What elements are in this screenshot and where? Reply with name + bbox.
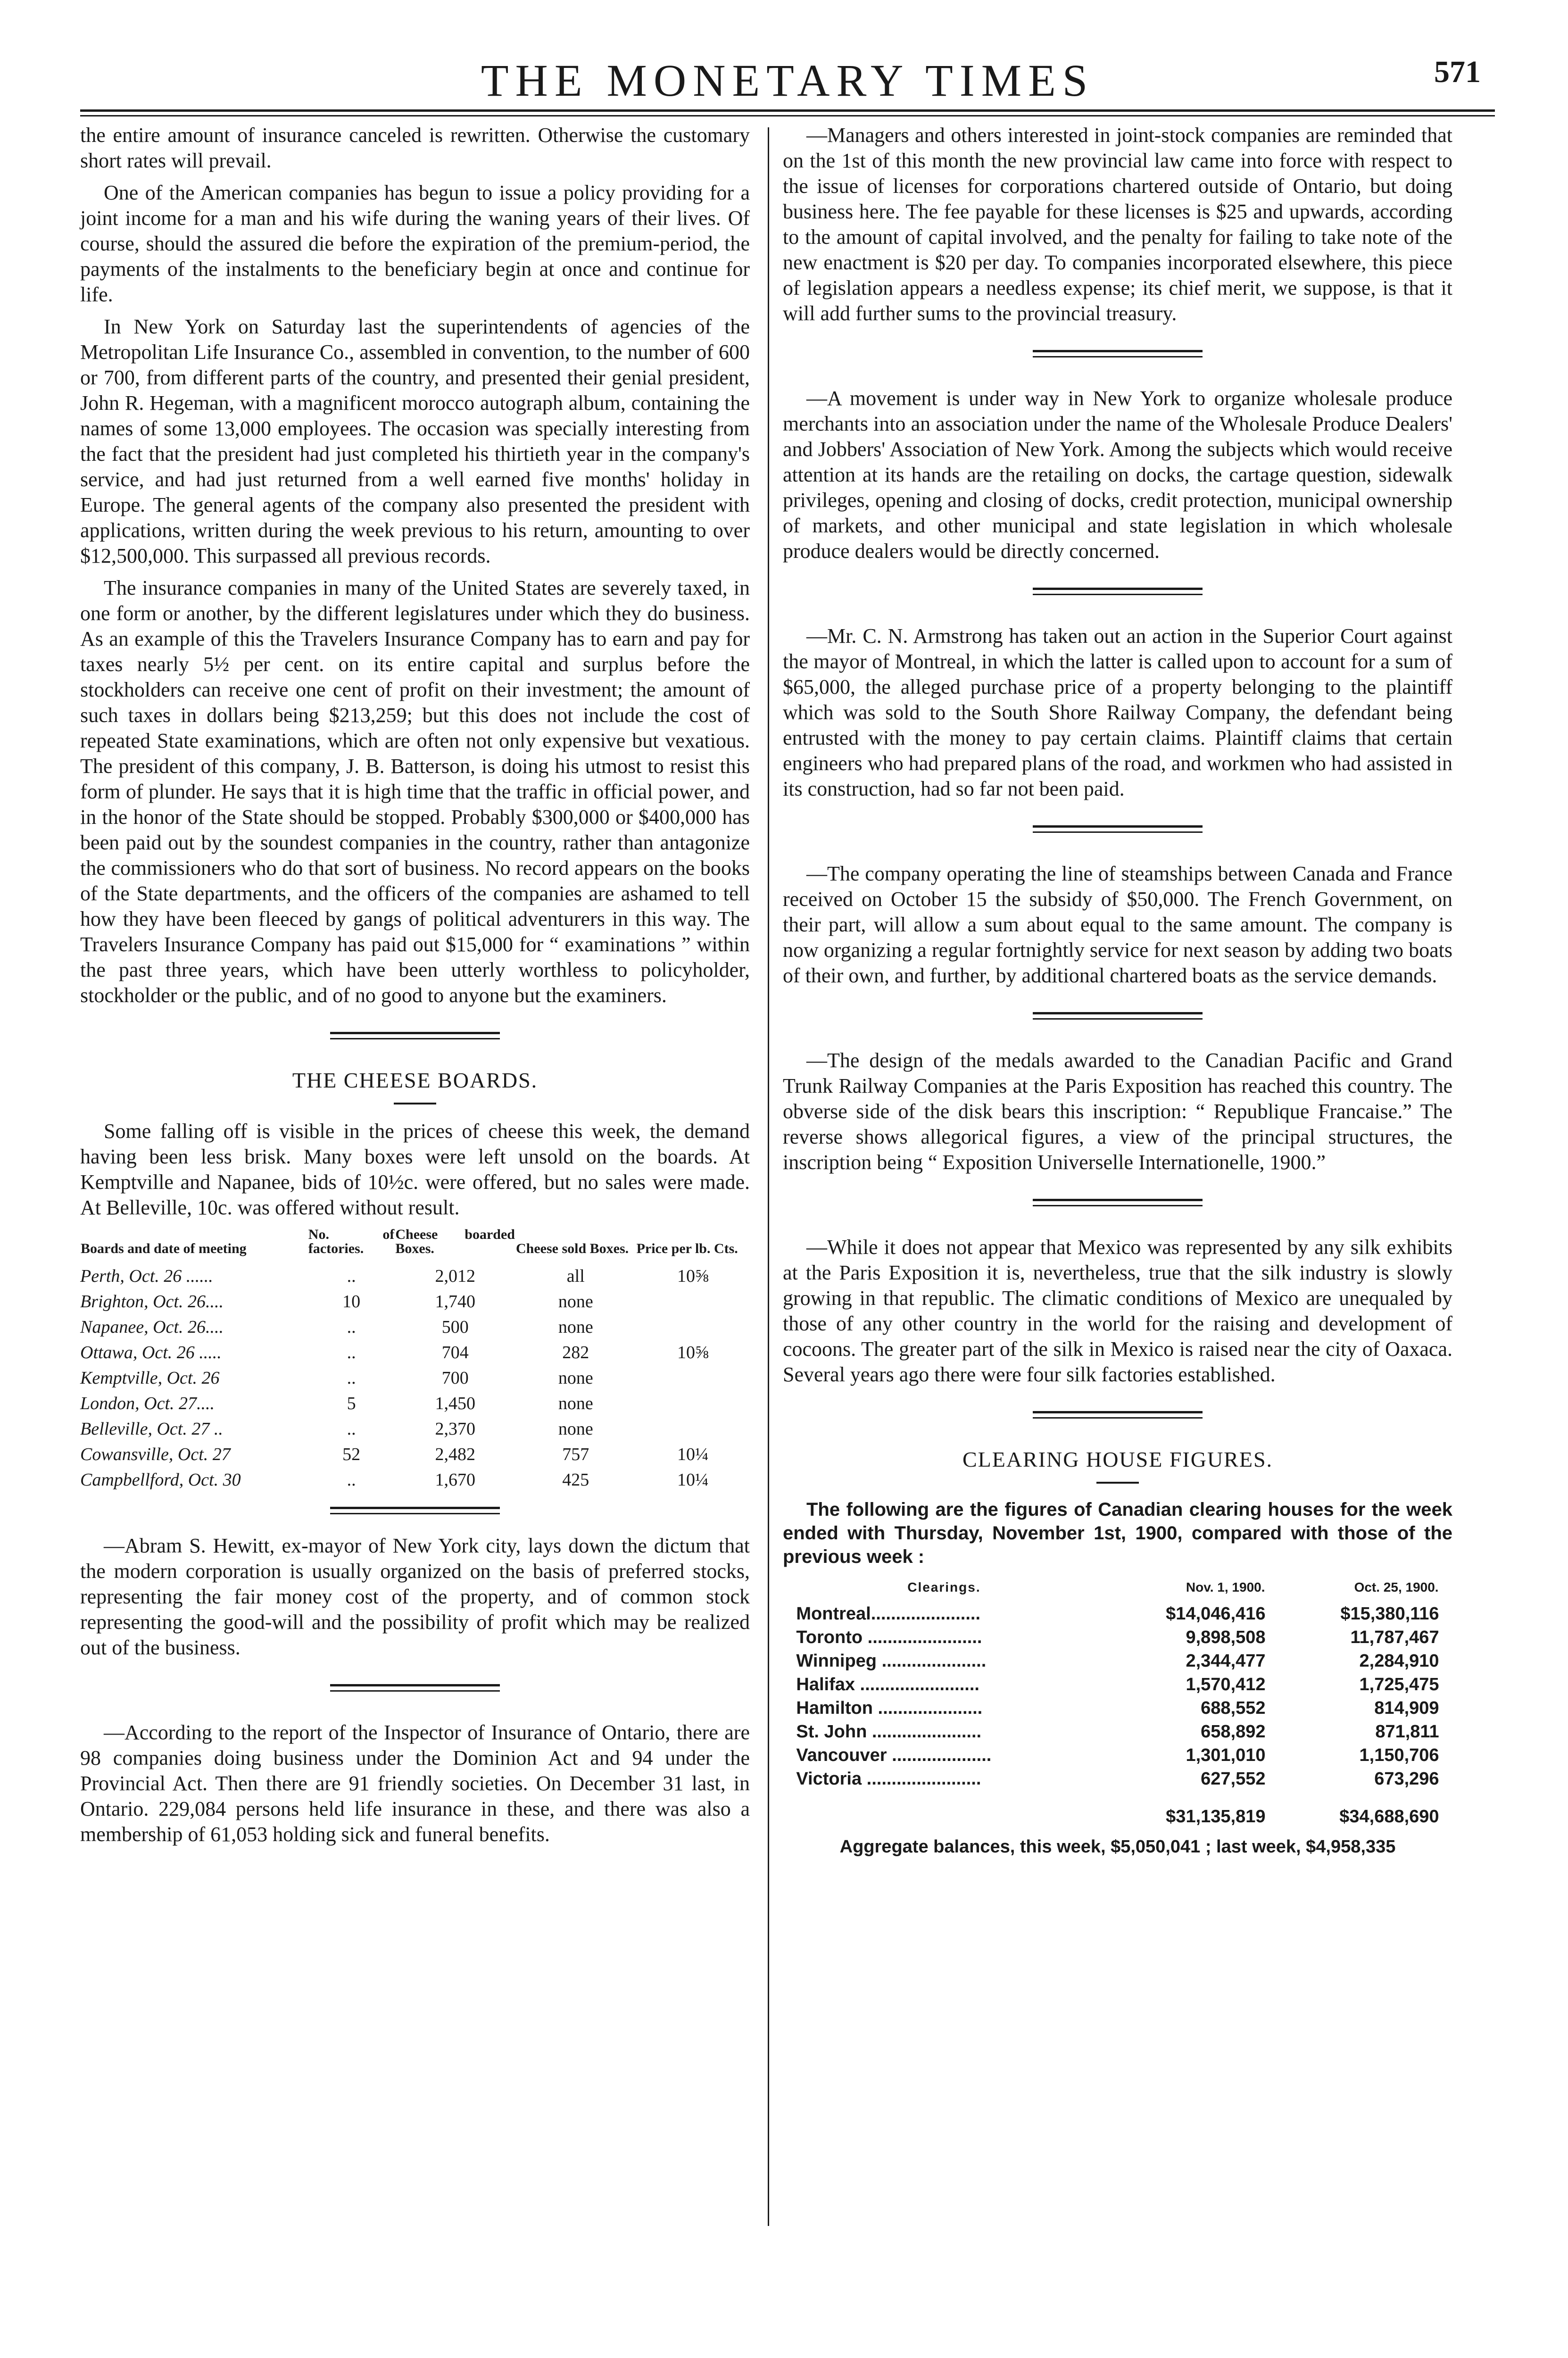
column-header: Nov. 1, 1900. xyxy=(1186,1580,1265,1594)
right-column xyxy=(783,123,1452,1859)
clearing-house-title: CLEARING HOUSE FIGURES. xyxy=(962,1447,1273,1471)
page-number: 571 xyxy=(1434,55,1481,89)
table-cell: .. xyxy=(347,1317,356,1337)
paragraph: One of the American companies has begun to issue a policy providing for a joint income for a man and his wife during the waning years of their lives. Of course, should the assured die before the expiration of the premium-period, the payments of the instalments to the beneficiary begin at once and continue for life. xyxy=(80,181,750,306)
table-cell: 282 xyxy=(562,1343,589,1362)
left-column xyxy=(80,123,750,1854)
news-item: —The company operating the line of steamships between Canada and France received on October 15 the subsidy of $50,000. The French Government, on their part, will allow a sum about equal to the same amount. The company is now organizing a regular fortnightly service for next season by adding two boats of their own, and further, by additional chartered boats as the service demands. xyxy=(783,862,1452,987)
table-cell: 10⅝ xyxy=(677,1343,709,1362)
news-item: —The design of the medals awarded to the Canadian Pacific and Grand Trunk Railway Companies at the Paris Exposition has reached this country. The obverse side of the disk bears this inscription: “ Republique Francaise.” The reverse shows allegorical figures, a view of the principal structures, the inscription being “ Exposition Universelle Internationelle, 1900.” xyxy=(783,1049,1452,1174)
table-row xyxy=(796,1696,1439,1720)
section-separator xyxy=(1033,825,1203,833)
section-separator xyxy=(330,1032,500,1039)
table-cell: 11,787,467 xyxy=(1350,1627,1439,1647)
table-header-row xyxy=(80,1227,750,1263)
paragraph: the entire amount of insurance canceled is rewritten. Otherwise the customary short rates will prevail. xyxy=(80,124,750,172)
table-cell: 10¼ xyxy=(677,1470,709,1490)
table-cell: Campbellford, Oct. 30 xyxy=(80,1470,241,1490)
table-cell xyxy=(636,1289,750,1314)
column-header: Oct. 25, 1900. xyxy=(1354,1580,1439,1594)
table-cell: 688,552 xyxy=(1201,1698,1266,1718)
paragraph: The insurance companies in many of the United States are severely taxed, in one form or another, by the different legislatures under which they do business. As an example of this the Travelers Insurance Company has to earn and pay for taxes nearly 5½ per cent. on its entire capital and surplus before the stockholders can receive one cent of profit on their investment; the amount of such taxes in dollars being $213,259; but this does not include the cost of repeated State examinations, which are often not only expensive but vexatious. The president of this company, J. B. Batterson, is doing his utmost to resist this form of plunder. He says that it is high time that the traffic in official power, and in the honor of the State should be stopped. Probably $300,000 or $400,000 has been paid out by the soundest companies in the country, rather than antagonize the commissioners who do that sort of business. No record appears on the books of the State departments, and the officers of the companies are ashamed to tell how they have been fleeced by gangs of political adventurers in this way. The Travelers Insurance Company has paid out $15,000 for “ examinations ” within the past three years, which have been utterly worthless to policyholder, stockholder or the public, and of no good to anyone but the examiners. xyxy=(80,576,750,1007)
table-cell xyxy=(636,1391,750,1416)
table-row xyxy=(80,1467,750,1493)
table-cell: Belleville, Oct. 27 .. xyxy=(80,1419,223,1439)
table-cell: $14,046,416 xyxy=(1166,1604,1266,1624)
table-cell: .. xyxy=(347,1368,356,1388)
table-cell: 500 xyxy=(441,1317,469,1337)
table-row xyxy=(80,1263,750,1289)
masthead xyxy=(80,45,1495,106)
table-cell: 658,892 xyxy=(1201,1722,1266,1742)
table-cell: none xyxy=(558,1394,593,1413)
table-cell: 1,570,412 xyxy=(1186,1675,1266,1694)
column-header: No. of factories. xyxy=(308,1227,395,1256)
table-cell: Montreal...................... xyxy=(796,1604,981,1624)
table-cell: 2,012 xyxy=(435,1266,475,1286)
table-cell: 10⅝ xyxy=(677,1266,709,1286)
table-cell: all xyxy=(566,1266,585,1286)
cheese-intro: Some falling off is visible in the prices of cheese this week, the demand having been less brisk. Many boxes were left unsold on the boards. At Kemptville and Napanee, bids of 10½c. were offered, but no sales were made. At Belleville, 10c. was offered without result. xyxy=(80,1120,750,1219)
clearing-table xyxy=(796,1575,1439,1828)
table-cell: .. xyxy=(347,1419,356,1439)
table-row xyxy=(796,1767,1439,1791)
table-cell: .. xyxy=(347,1266,356,1286)
section-separator xyxy=(1033,1012,1203,1020)
table-cell: 1,150,706 xyxy=(1359,1745,1439,1765)
table-cell: 627,552 xyxy=(1201,1769,1266,1789)
table-cell: Vancouver .................... xyxy=(796,1745,992,1765)
table-cell xyxy=(636,1365,750,1391)
paragraph: —Abram S. Hewitt, ex-mayor of New York city, lays down the dictum that the modern corporation is usually organized on the basis of preferred stocks, representing the fair money cost of the property, and of common stock representing the good-will and the possibility of profit which may be realized out of the business. xyxy=(80,1534,750,1659)
table-cell: 52 xyxy=(342,1445,361,1464)
table-cell: 2,370 xyxy=(435,1419,475,1439)
column-header: Cheese boarded Boxes. xyxy=(395,1227,515,1256)
section-separator xyxy=(1033,588,1203,595)
table-cell: 1,725,475 xyxy=(1359,1675,1439,1694)
total-cell: $34,688,690 xyxy=(1339,1807,1439,1827)
table-cell: none xyxy=(558,1292,593,1312)
news-item: —A movement is under way in New York to organize wholesale produce merchants into an association under the name of the Wholesale Produce Dealers' and Jobbers' Association of New York. Among the subjects which would receive attention at its hands are the retailing on docks, the cartage question, sidewalk privileges, opening and closing of docks, credit protection, municipal ownership of markets, and other municipal and state legislation in which wholesale produce dealers would be directly concerned. xyxy=(783,387,1452,563)
column-header: Boards and date of meeting xyxy=(81,1241,247,1256)
table-cell: 814,909 xyxy=(1374,1698,1439,1718)
title-underline xyxy=(1096,1482,1139,1484)
table-cell: Kemptville, Oct. 26 xyxy=(80,1368,220,1388)
publication-title: THE MONETARY TIMES xyxy=(481,55,1095,106)
table-row xyxy=(796,1649,1439,1673)
table-cell: 10¼ xyxy=(677,1445,709,1464)
section-separator xyxy=(330,1684,500,1692)
table-header-row xyxy=(796,1575,1439,1602)
section-separator xyxy=(1033,1199,1203,1206)
table-cell: Toronto ....................... xyxy=(796,1627,982,1647)
table-cell: none xyxy=(558,1317,593,1337)
paragraph: In New York on Saturday last the superintendents of agencies of the Metropolitan Life Insurance Co., assembled in convention, to the number of 600 or 700, from different parts of the country, and presented their genial president, John R. Hegeman, with a magnificent morocco autograph album, containing the names of some 13,000 employees. The occasion was specially interesting from the fact that the president had just completed his thirtieth year in the company's service, and had just returned from a well earned five months' holiday in Europe. The general agents of the company also presented the president with applications, written during the week previous to his return, amounting to over $12,500,000. This surpassed all previous records. xyxy=(80,315,750,567)
section-separator xyxy=(1033,1411,1203,1419)
table-cell: 673,296 xyxy=(1374,1769,1439,1789)
table-cell: Napanee, Oct. 26.... xyxy=(80,1317,224,1337)
table-cell: 10 xyxy=(342,1292,361,1312)
table-row xyxy=(80,1391,750,1416)
table-cell: Winnipeg ..................... xyxy=(796,1651,987,1671)
table-cell: 9,898,508 xyxy=(1186,1627,1266,1647)
column-header: Clearings. xyxy=(907,1580,981,1594)
paragraph: —According to the report of the Inspector of Insurance of Ontario, there are 98 companies doing business under the Dominion Act and 94 under the Provincial Act. Then there are 91 friendly societies. On December 31 last, in Ontario. 229,084 persons held life insurance in these, and there was also a membership of 61,053 holding sick and funeral benefits. xyxy=(80,1721,750,1846)
table-row xyxy=(80,1416,750,1442)
table-cell: 2,284,910 xyxy=(1359,1651,1439,1671)
news-item: —Mr. C. N. Armstrong has taken out an action in the Superior Court against the mayor of Montreal, in which the latter is called upon to account for a sum of $65,000, the alleged purchase price of a property belonging to the plaintiff which was sold to the South Shore Railway Company, the defendant being entrusted with the money to pay certain claims. Plaintiff claims that certain engineers who had prepared plans of the road, and workmen who had assisted in its construction, had so far not been paid. xyxy=(783,624,1452,800)
table-row xyxy=(80,1365,750,1391)
table-cell: none xyxy=(558,1419,593,1439)
table-cell: 1,740 xyxy=(435,1292,475,1312)
table-cell xyxy=(636,1416,750,1442)
table-cell: $15,380,116 xyxy=(1340,1604,1439,1624)
table-cell: St. John ...................... xyxy=(796,1722,982,1742)
table-cell: 1,450 xyxy=(435,1394,475,1413)
table-cell: 2,482 xyxy=(435,1445,475,1464)
column-header: Price per lb. Cts. xyxy=(636,1241,738,1256)
table-row xyxy=(80,1442,750,1467)
title-underline xyxy=(394,1103,436,1104)
table-row xyxy=(796,1626,1439,1649)
table-cell: 871,811 xyxy=(1375,1722,1439,1742)
total-row xyxy=(796,1791,1439,1828)
table-cell: 5 xyxy=(347,1394,356,1413)
table-cell: 2,344,477 xyxy=(1186,1651,1266,1671)
table-cell: 1,301,010 xyxy=(1186,1745,1266,1765)
table-row xyxy=(796,1720,1439,1744)
table-cell: Ottawa, Oct. 26 ..... xyxy=(80,1343,222,1362)
table-cell: Brighton, Oct. 26.... xyxy=(80,1292,224,1312)
table-cell: .. xyxy=(347,1343,356,1362)
table-cell: Cowansville, Oct. 27 xyxy=(80,1445,231,1464)
table-row xyxy=(80,1340,750,1365)
column-divider xyxy=(768,127,769,2226)
table-row xyxy=(80,1289,750,1314)
table-row xyxy=(80,1314,750,1340)
table-cell: 757 xyxy=(562,1445,589,1464)
cheese-table xyxy=(80,1227,750,1493)
news-item: —While it does not appear that Mexico was represented by any silk exhibits at the Paris Exposition it is, nevertheless, true that the silk industry is slowly growing in that republic. The climatic conditions of Mexico are unequaled by those of any other country in the world for the raising and development of cocoons. The greater part of the silk in Mexico is raised near the city of Oaxaca. Several years ago there were four silk factories established. xyxy=(783,1236,1452,1386)
table-cell xyxy=(636,1314,750,1340)
clearing-intro: The following are the figures of Canadian clearing houses for the week ended with Thursday, November 1st, 1900, compared with those of the previous week : xyxy=(783,1499,1452,1567)
masthead-rule-top xyxy=(80,109,1495,112)
table-cell: 1,670 xyxy=(435,1470,475,1490)
table-row xyxy=(796,1744,1439,1767)
table-cell: Victoria ....................... xyxy=(796,1769,981,1789)
total-cell: $31,135,819 xyxy=(1166,1807,1266,1827)
table-cell: .. xyxy=(347,1470,356,1490)
table-cell: Perth, Oct. 26 ...... xyxy=(80,1266,213,1286)
section-separator xyxy=(1033,350,1203,357)
column-header: Cheese sold Boxes. xyxy=(515,1241,629,1256)
table-row xyxy=(796,1602,1439,1626)
table-cell: 425 xyxy=(562,1470,589,1490)
section-separator xyxy=(330,1507,500,1514)
news-item: —Managers and others interested in joint-stock companies are reminded that on the 1st of this month the new provincial law came into force with respect to the issue of licenses for corporations chartered outside of Ontario, but doing business here. The fee payable for these licenses is $25 and upwards, according to the amount of capital involved, and the penalty for failing to take note of the new enactment is $20 per day. To companies incorporated elsewhere, this piece of legislation appears a needless expense; its chief merit, we suppose, is that it will add further sums to the provincial treasury. xyxy=(783,124,1452,325)
table-cell xyxy=(796,1791,1092,1828)
table-cell: 704 xyxy=(441,1343,469,1362)
table-cell: none xyxy=(558,1368,593,1388)
cheese-boards-title: THE CHEESE BOARDS. xyxy=(292,1068,538,1092)
table-cell: London, Oct. 27.... xyxy=(80,1394,215,1413)
table-cell: Halifax ........................ xyxy=(796,1675,979,1694)
aggregate-balances: Aggregate balances, this week, $5,050,041 ; last week, $4,958,335 xyxy=(839,1837,1396,1857)
masthead-rule-bottom xyxy=(80,115,1495,116)
table-cell: 700 xyxy=(441,1368,469,1388)
table-cell: Hamilton ..................... xyxy=(796,1698,983,1718)
table-row xyxy=(796,1673,1439,1696)
